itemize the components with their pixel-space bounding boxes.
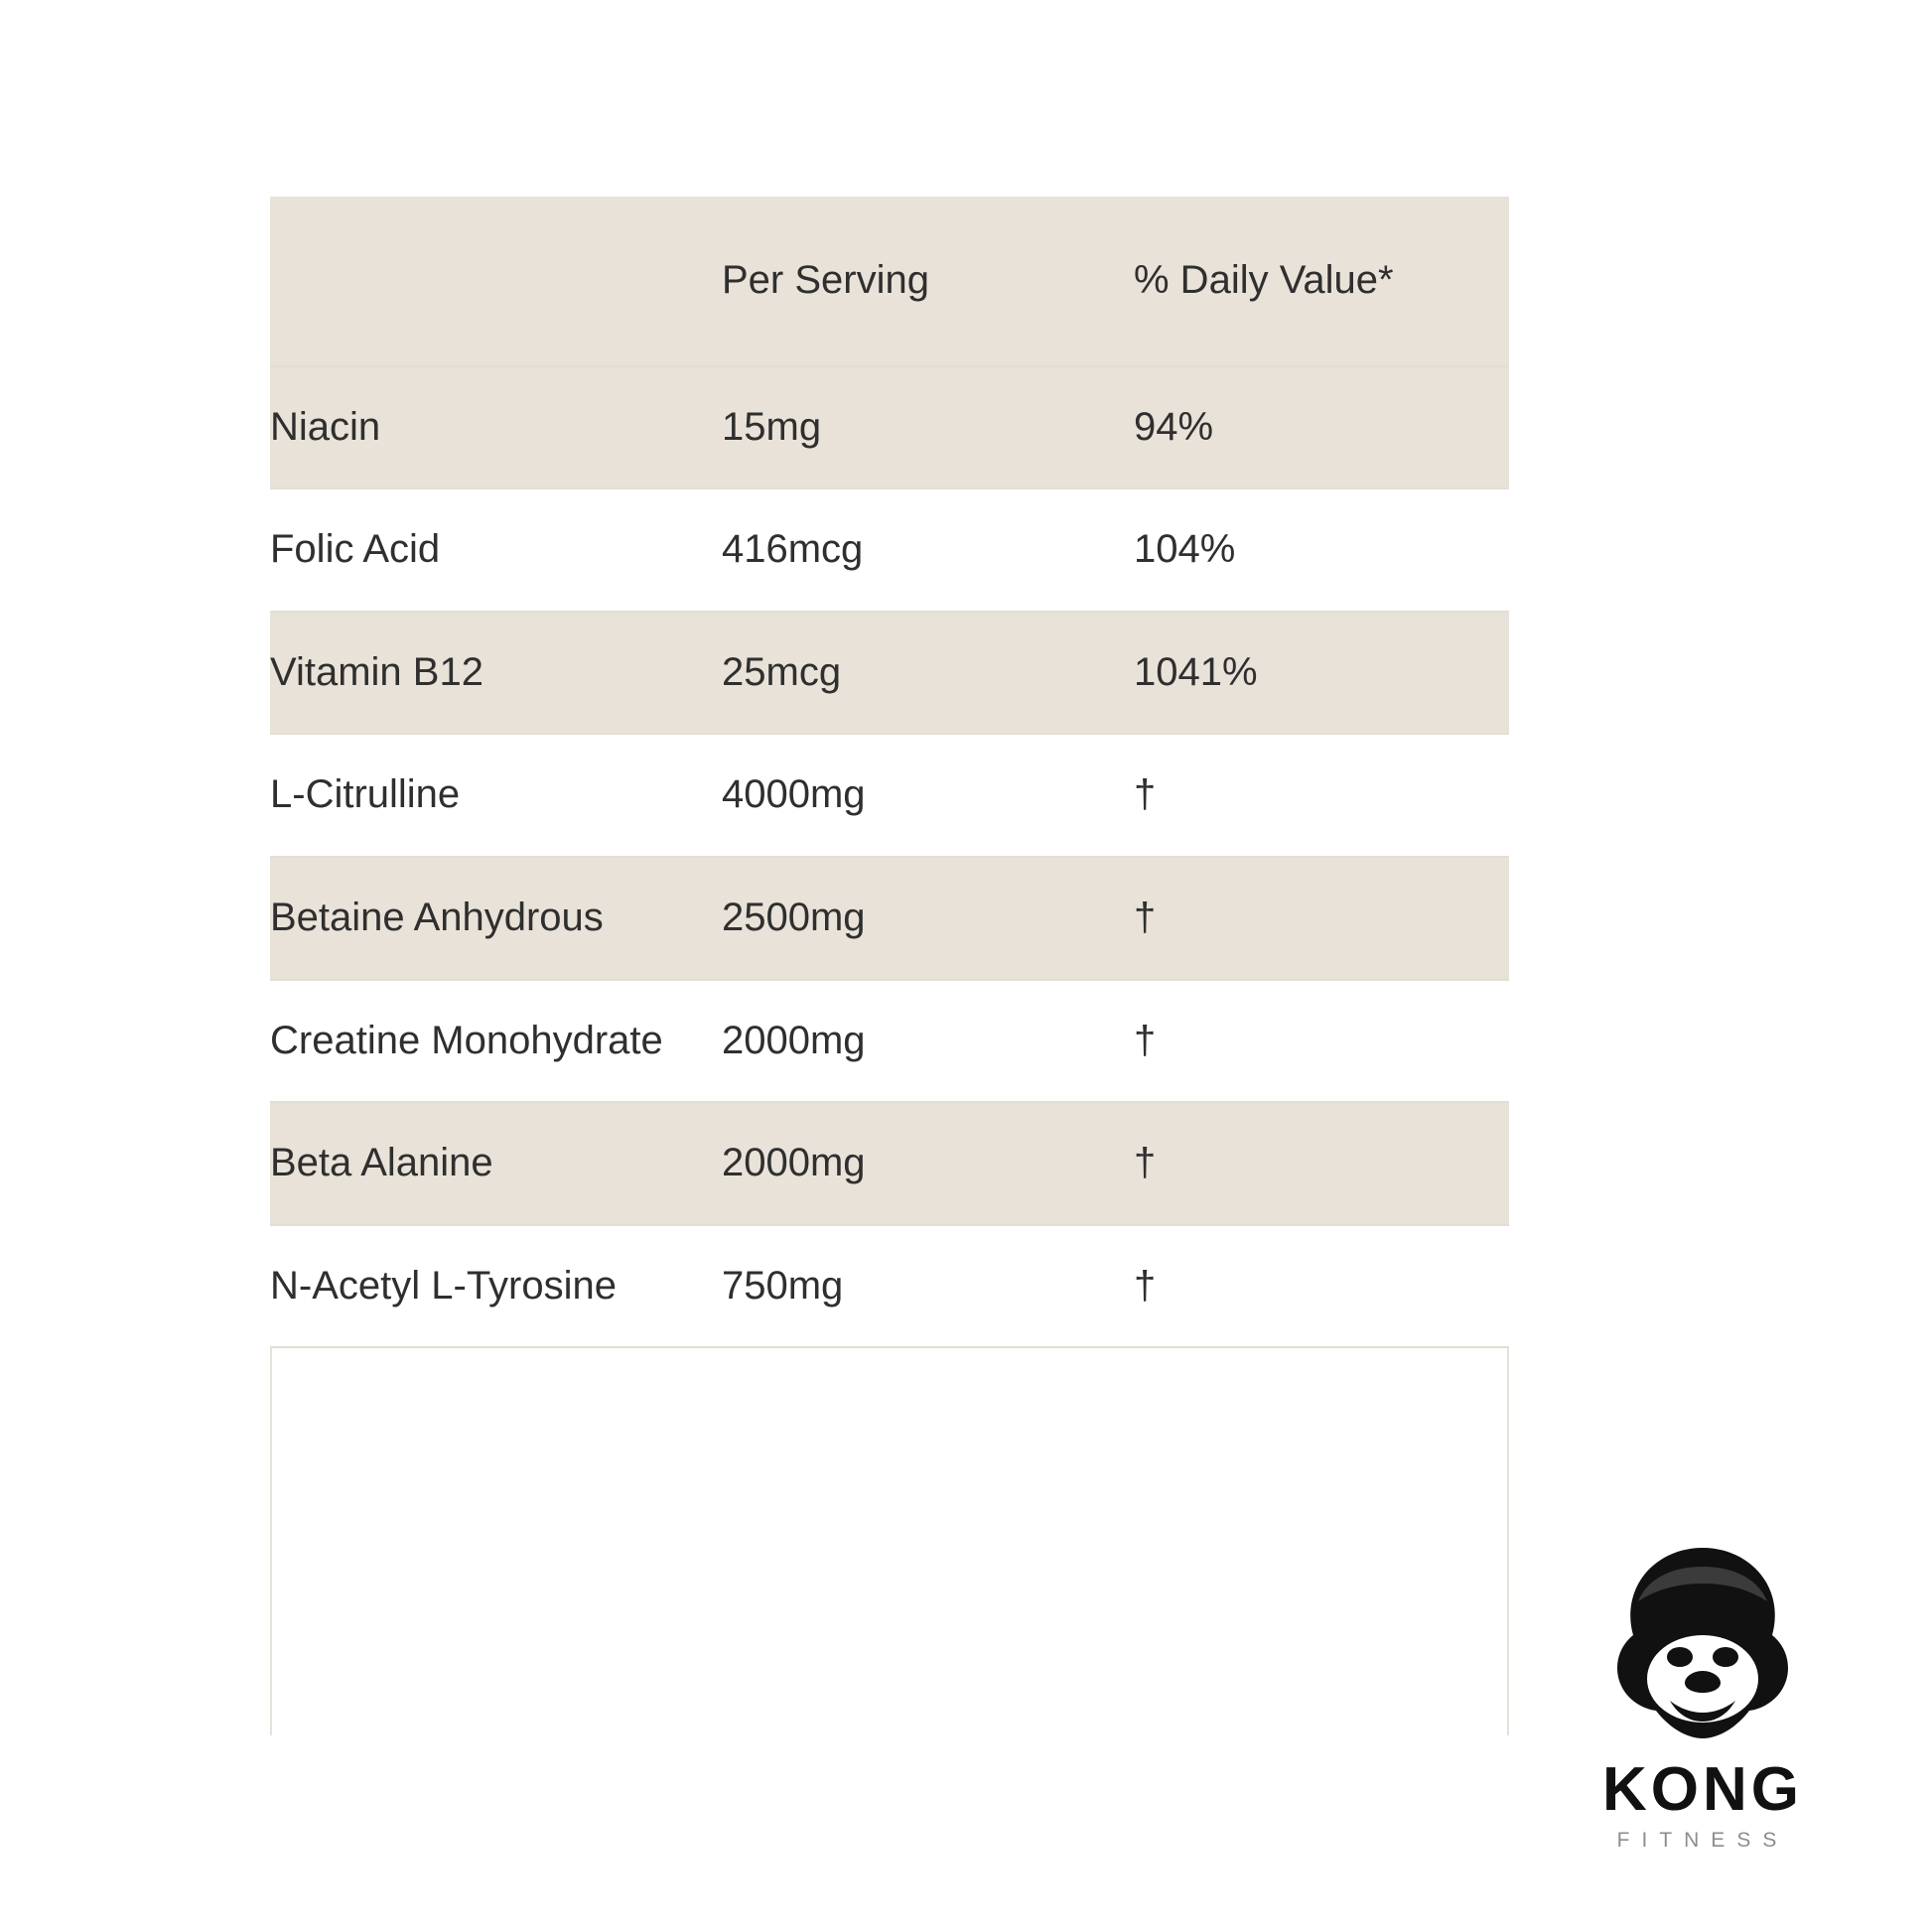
ingredient-name: L-Citrulline: [270, 734, 722, 857]
column-header-ingredient: [270, 197, 722, 366]
table-header-row: [270, 197, 1509, 366]
ingredient-daily-value: †: [1134, 1225, 1509, 1348]
table-row: [270, 857, 1509, 980]
ingredient-serving: 4000mg: [722, 734, 1134, 857]
ingredient-name: Vitamin B12: [270, 612, 722, 735]
supplement-facts-table: [270, 197, 1509, 1348]
ingredient-name: N-Acetyl L-Tyrosine: [270, 1225, 722, 1348]
ingredient-serving: 2000mg: [722, 1102, 1134, 1225]
ingredient-name: Beta Alanine: [270, 1102, 722, 1225]
table-row: [270, 1102, 1509, 1225]
ingredient-name: Creatine Monohydrate: [270, 980, 722, 1103]
ingredient-daily-value: 104%: [1134, 488, 1509, 612]
ingredient-daily-value: †: [1134, 734, 1509, 857]
column-header-per-serving: Per Serving: [722, 197, 1134, 366]
ingredient-daily-value: 94%: [1134, 366, 1509, 489]
table-row: [270, 1225, 1509, 1348]
table-row: [270, 980, 1509, 1103]
ingredient-serving: 25mcg: [722, 612, 1134, 735]
table-row: [270, 734, 1509, 857]
ingredient-name: Betaine Anhydrous: [270, 857, 722, 980]
table-row: [270, 612, 1509, 735]
ingredient-serving: 15mg: [722, 366, 1134, 489]
logo-wordmark: KONG: [1602, 1755, 1803, 1824]
ingredient-daily-value: †: [1134, 980, 1509, 1103]
ingredient-serving: 2500mg: [722, 857, 1134, 980]
ingredient-serving: 2000mg: [722, 980, 1134, 1103]
ingredient-daily-value: †: [1134, 857, 1509, 980]
ingredient-name: Niacin: [270, 366, 722, 489]
ingredient-serving: 416mcg: [722, 488, 1134, 612]
ingredient-serving: 750mg: [722, 1225, 1134, 1348]
table-row: [270, 366, 1509, 489]
supplement-facts-panel: [270, 197, 1509, 1348]
ingredient-name: Folic Acid: [270, 488, 722, 612]
table-row: [270, 488, 1509, 612]
ingredient-daily-value: †: [1134, 1102, 1509, 1225]
gorilla-icon: [1588, 1542, 1817, 1755]
column-header-daily-value: % Daily Value*: [1134, 197, 1509, 366]
ingredient-daily-value: 1041%: [1134, 612, 1509, 735]
logo-tagline: FITNESS: [1616, 1829, 1789, 1852]
brand-logo: [1559, 1542, 1847, 1853]
